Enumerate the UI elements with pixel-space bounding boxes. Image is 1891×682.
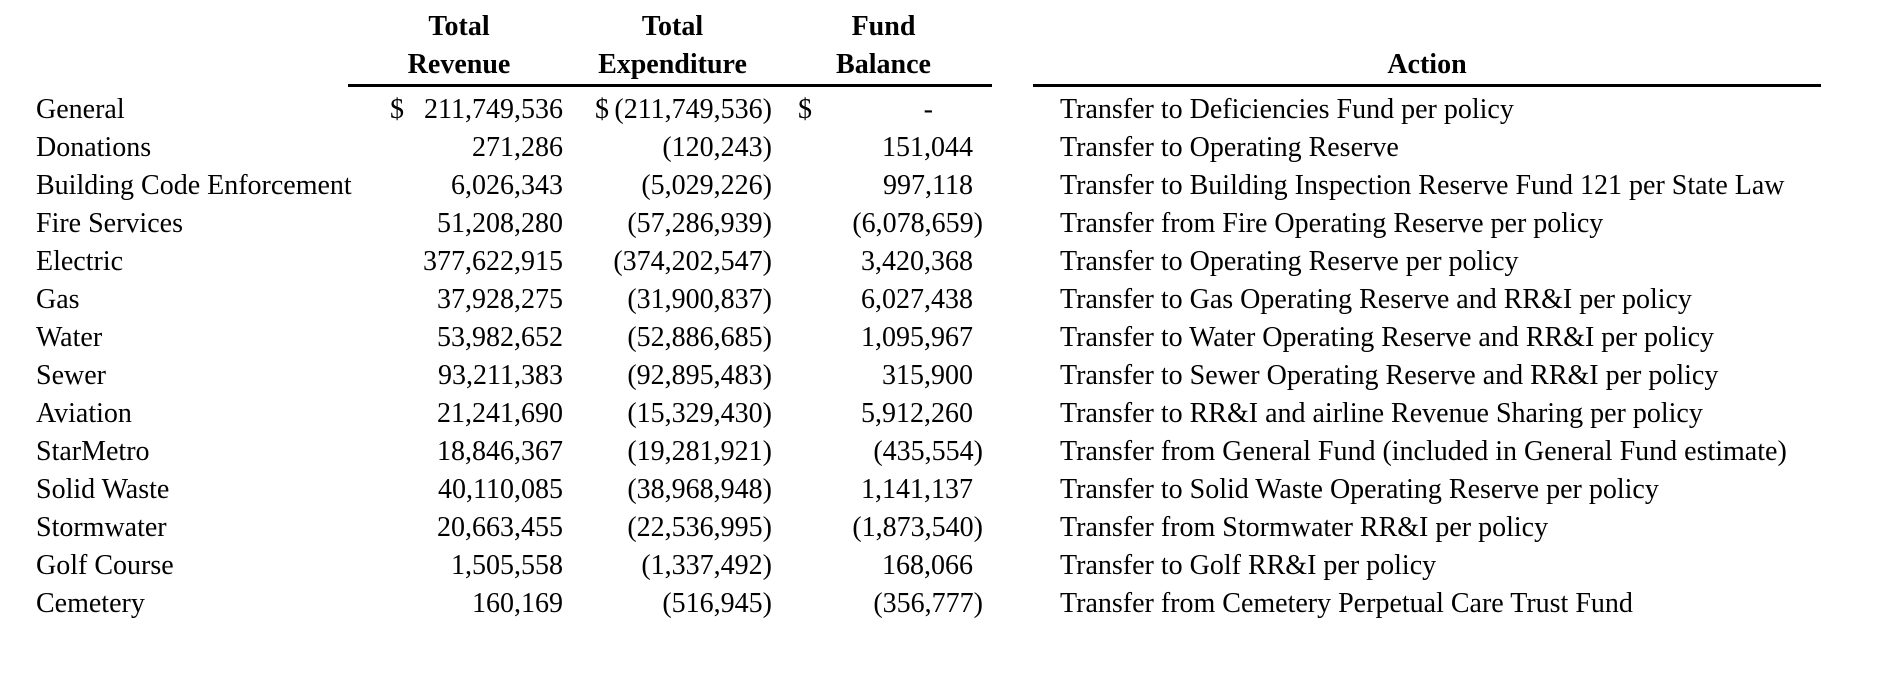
table-row <box>36 547 1891 585</box>
expenditure-cell <box>570 509 775 547</box>
expenditure-cell <box>570 319 775 357</box>
action-text: Transfer to Water Operating Reserve and RR&I per policy <box>1060 322 1715 353</box>
action-text: Transfer to Gas Operating Reserve and RR&I per policy <box>1060 284 1692 315</box>
column-gap <box>992 357 1033 395</box>
column-gap <box>992 243 1033 281</box>
fund-name: Fire Services <box>36 208 183 239</box>
balance-value: 151,044 <box>882 132 973 163</box>
balance-cell <box>775 243 992 281</box>
revenue-cell <box>348 281 570 319</box>
revenue-value: 37,928,275 <box>437 284 563 315</box>
revenue-value: 53,982,652 <box>437 322 563 353</box>
action-header-label: Action <box>1387 49 1467 80</box>
balance-value: (6,078,659) <box>852 208 983 239</box>
expenditure-cell <box>570 585 775 623</box>
column-gap <box>992 433 1033 471</box>
balance-value: (435,554) <box>873 436 983 467</box>
revenue-value: 6,026,343 <box>451 170 563 201</box>
expenditure-value: (5,029,226) <box>641 170 772 201</box>
expenditure-value: (19,281,921) <box>627 436 772 467</box>
expenditure-value: (516,945) <box>662 588 772 619</box>
action-text: Transfer from Fire Operating Reserve per policy <box>1060 208 1604 239</box>
expenditure-cell <box>570 357 775 395</box>
column-gap <box>992 91 1033 129</box>
table-row <box>36 91 1891 129</box>
balance-header-line2: Balance <box>836 49 931 80</box>
expenditure-value: (57,286,939) <box>627 208 772 239</box>
expenditure-cell <box>570 281 775 319</box>
fund-name: Gas <box>36 284 80 315</box>
revenue-cell <box>348 129 570 167</box>
table-row <box>36 585 1891 623</box>
revenue-value: 40,110,085 <box>438 474 563 505</box>
column-gap <box>992 281 1033 319</box>
fund-name: Aviation <box>36 398 132 429</box>
revenue-cell <box>348 433 570 471</box>
revenue-value: 20,663,455 <box>437 512 563 543</box>
column-gap <box>992 471 1033 509</box>
balance-value: 168,066 <box>882 550 973 581</box>
expenditure-value: (31,900,837) <box>627 284 772 315</box>
balance-cell <box>775 547 992 585</box>
action-text: Transfer to Deficiencies Fund per policy <box>1060 94 1514 125</box>
expenditure-cell <box>570 167 775 205</box>
action-text: Transfer from Stormwater RR&I per policy <box>1060 512 1549 543</box>
column-gap <box>992 205 1033 243</box>
fund-name: Water <box>36 322 103 353</box>
expenditure-value: (211,749,536) <box>614 94 772 125</box>
revenue-cell <box>348 357 570 395</box>
action-text: Transfer to Operating Reserve per policy <box>1060 246 1519 277</box>
revenue-value: 377,622,915 <box>423 246 563 277</box>
revenue-value: 51,208,280 <box>437 208 563 239</box>
revenue-value: 160,169 <box>472 588 563 619</box>
action-text: Transfer from General Fund (included in General Fund estimate) <box>1060 436 1787 467</box>
balance-cell <box>775 509 992 547</box>
table-row <box>36 281 1891 319</box>
expenditure-value: (374,202,547) <box>613 246 772 277</box>
action-text: Transfer to Solid Waste Operating Reserve per policy <box>1060 474 1659 505</box>
revenue-cell <box>348 509 570 547</box>
expenditure-value: (1,337,492) <box>641 550 772 581</box>
expenditure-value: (38,968,948) <box>627 474 772 505</box>
table-row <box>36 395 1891 433</box>
expenditure-column-header <box>570 8 775 87</box>
revenue-header-line1: Total <box>428 11 490 42</box>
revenue-value: 21,241,690 <box>437 398 563 429</box>
action-column-header <box>1033 8 1821 87</box>
expenditure-cell <box>570 205 775 243</box>
header-column-gap <box>992 8 1033 87</box>
action-text: Transfer to Sewer Operating Reserve and RR&I per policy <box>1060 360 1719 391</box>
column-gap <box>992 395 1033 433</box>
fund-name: Building Code Enforcement <box>36 170 352 201</box>
table-row <box>36 471 1891 509</box>
expenditure-cell <box>570 471 775 509</box>
column-gap <box>992 509 1033 547</box>
action-text: Transfer to Building Inspection Reserve Fund 121 per State Law <box>1060 170 1785 201</box>
balance-value: 5,912,260 <box>861 398 973 429</box>
balance-cell <box>775 585 992 623</box>
balance-value: 1,141,137 <box>861 474 973 505</box>
fund-name: Sewer <box>36 360 106 391</box>
action-text: Transfer from Cemetery Perpetual Care Trust Fund <box>1060 588 1633 619</box>
table-row <box>36 129 1891 167</box>
balance-cell <box>775 129 992 167</box>
balance-value: - <box>923 94 933 125</box>
revenue-cell <box>348 167 570 205</box>
balance-column-header <box>775 8 992 87</box>
table-row <box>36 319 1891 357</box>
balance-value: 997,118 <box>883 170 973 201</box>
balance-value: 6,027,438 <box>861 284 973 315</box>
table-row <box>36 509 1891 547</box>
fund-name: Stormwater <box>36 512 167 543</box>
expenditure-cell <box>570 91 775 129</box>
balance-cell <box>775 319 992 357</box>
table-row <box>36 167 1891 205</box>
balance-cell <box>775 395 992 433</box>
fund-column-header <box>36 8 348 87</box>
revenue-cell <box>348 205 570 243</box>
currency-symbol: $ <box>798 94 812 125</box>
revenue-value: 18,846,367 <box>437 436 563 467</box>
expenditure-cell <box>570 395 775 433</box>
revenue-cell <box>348 91 570 129</box>
revenue-header-line2: Revenue <box>407 49 511 80</box>
table-body <box>36 91 1891 623</box>
revenue-value: 211,749,536 <box>424 94 563 125</box>
balance-cell <box>775 281 992 319</box>
expenditure-value: (120,243) <box>662 132 772 163</box>
revenue-cell <box>348 243 570 281</box>
revenue-value: 93,211,383 <box>438 360 563 391</box>
revenue-column-header <box>348 8 570 87</box>
action-text: Transfer to Golf RR&I per policy <box>1060 550 1437 581</box>
column-gap <box>992 319 1033 357</box>
column-gap <box>992 167 1033 205</box>
fund-name: StarMetro <box>36 436 150 467</box>
balance-value: (1,873,540) <box>852 512 983 543</box>
column-gap <box>992 585 1033 623</box>
balance-cell <box>775 205 992 243</box>
revenue-cell <box>348 585 570 623</box>
currency-symbol: $ <box>390 94 404 125</box>
revenue-cell <box>348 547 570 585</box>
table-row <box>36 205 1891 243</box>
table-row <box>36 243 1891 281</box>
balance-cell <box>775 167 992 205</box>
revenue-cell <box>348 319 570 357</box>
balance-cell <box>775 471 992 509</box>
fund-name: Golf Course <box>36 550 174 581</box>
balance-value: 1,095,967 <box>861 322 973 353</box>
fund-name: Cemetery <box>36 588 145 619</box>
fund-name: Solid Waste <box>36 474 170 505</box>
balance-value: (356,777) <box>873 588 983 619</box>
column-gap <box>992 129 1033 167</box>
balance-header-line1: Fund <box>851 11 916 42</box>
table-row <box>36 357 1891 395</box>
expenditure-header-line1: Total <box>641 11 704 42</box>
table-header-row <box>36 8 1891 87</box>
expenditure-value: (52,886,685) <box>627 322 772 353</box>
table-row <box>36 433 1891 471</box>
expenditure-value: (15,329,430) <box>627 398 772 429</box>
fund-name: Electric <box>36 246 124 277</box>
balance-cell <box>775 91 992 129</box>
action-text: Transfer to Operating Reserve <box>1060 132 1399 163</box>
revenue-value: 1,505,558 <box>451 550 563 581</box>
fund-name: General <box>36 94 125 125</box>
revenue-cell <box>348 471 570 509</box>
expenditure-cell <box>570 129 775 167</box>
revenue-value: 271,286 <box>472 132 563 163</box>
balance-value: 3,420,368 <box>861 246 973 277</box>
expenditure-value: (22,536,995) <box>627 512 772 543</box>
expenditure-cell <box>570 433 775 471</box>
expenditure-cell <box>570 547 775 585</box>
action-text: Transfer to RR&I and airline Revenue Sharing per policy <box>1060 398 1703 429</box>
fund-name: Donations <box>36 132 152 163</box>
revenue-cell <box>348 395 570 433</box>
balance-cell <box>775 433 992 471</box>
currency-symbol: $ <box>595 94 609 125</box>
expenditure-header-line2: Expenditure <box>598 49 747 80</box>
balance-cell <box>775 357 992 395</box>
balance-value: 315,900 <box>882 360 973 391</box>
expenditure-cell <box>570 243 775 281</box>
column-gap <box>992 547 1033 585</box>
expenditure-value: (92,895,483) <box>627 360 772 391</box>
